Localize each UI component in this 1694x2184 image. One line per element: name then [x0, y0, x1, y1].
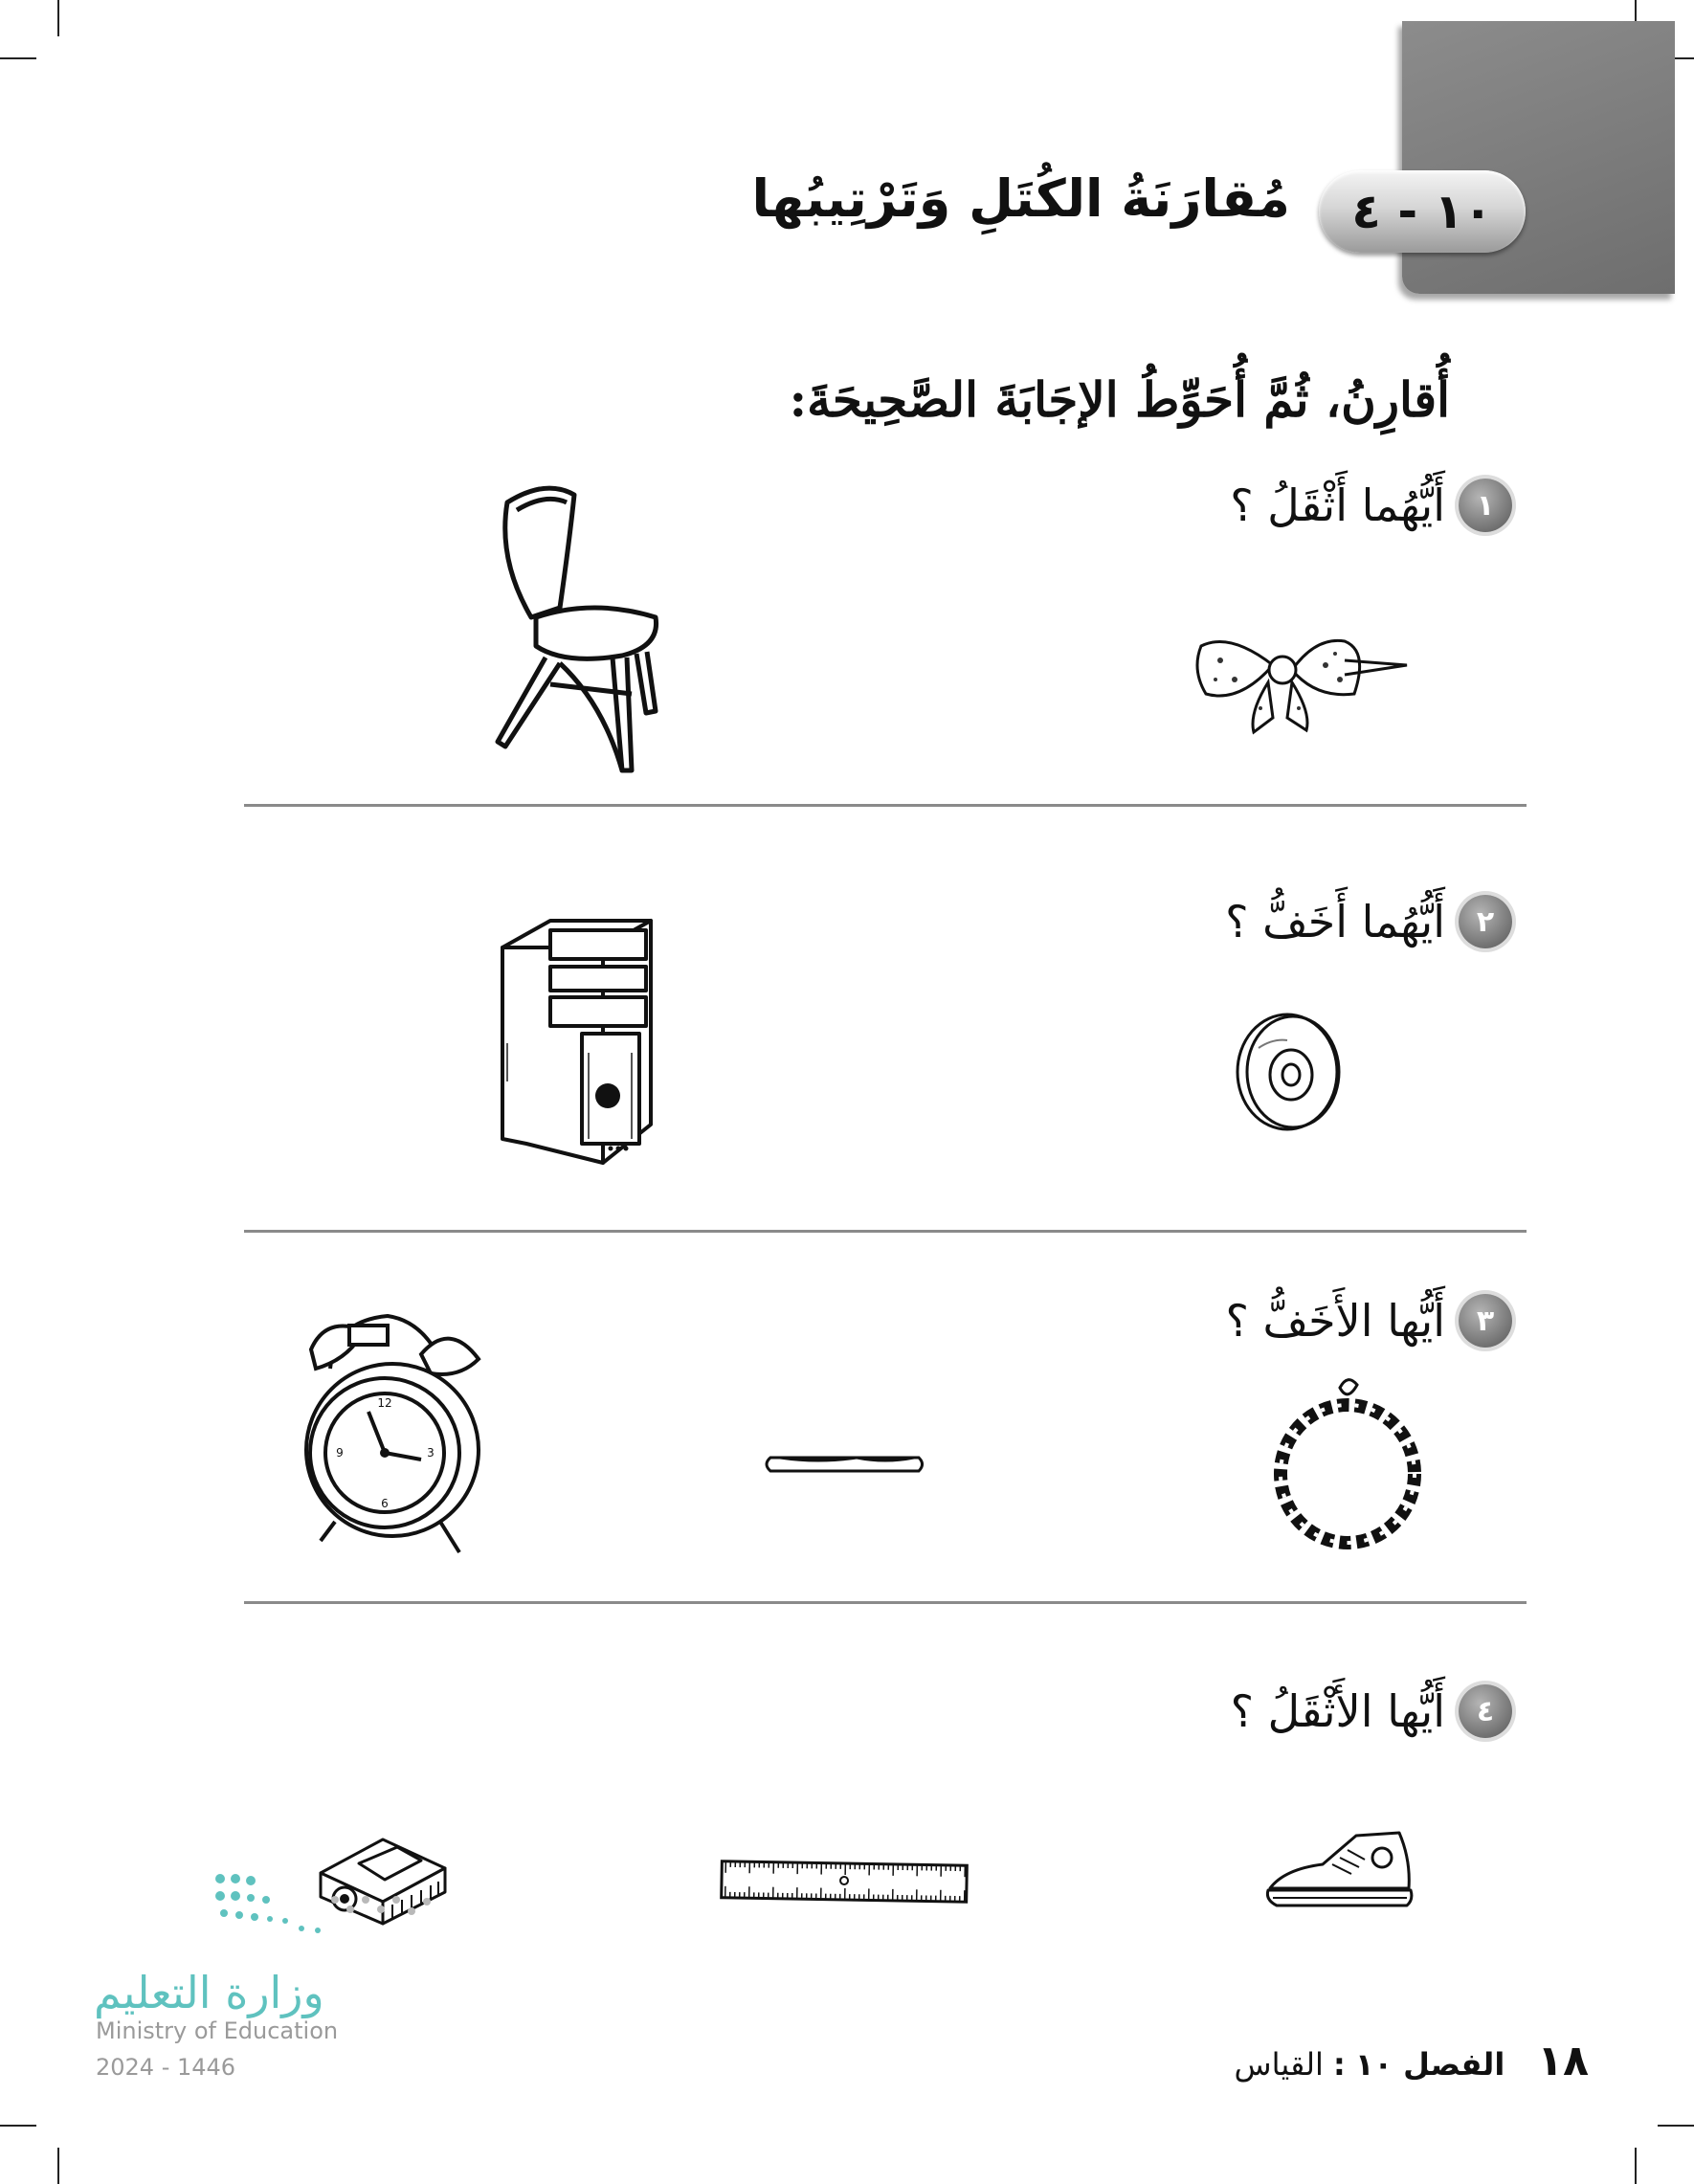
- svg-text:6: 6: [381, 1497, 389, 1510]
- question-number-badge: ١: [1459, 479, 1512, 532]
- crop-mark: [0, 2125, 36, 2127]
- ministry-year: 2024 - 1446: [96, 2054, 236, 2081]
- chapter-separator: :: [1333, 2046, 1346, 2083]
- question-number-badge: ٤: [1459, 1684, 1512, 1738]
- bracelet-image[interactable]: [1263, 1373, 1431, 1560]
- question-4: [1231, 1684, 1512, 1738]
- question-divider: [244, 1230, 1527, 1233]
- ministry-name-en: Ministry of Education: [96, 2017, 339, 2044]
- question-divider: [244, 804, 1527, 807]
- crop-mark: [57, 2148, 59, 2184]
- crop-mark: [1635, 2148, 1637, 2184]
- chapter-label: الفصل ١٠: [1354, 2046, 1505, 2083]
- svg-text:9: 9: [336, 1446, 344, 1460]
- alarm-clock-image[interactable]: [297, 1302, 488, 1570]
- ministry-name-ar: وزارة التعليم: [94, 1967, 324, 2018]
- crop-mark: [57, 0, 59, 36]
- question-1: [1230, 479, 1512, 532]
- lesson-title: مُقارَنَةُ الكُتَلِ وَتَرْتِيبُها: [751, 168, 1290, 229]
- question-text: أَيُّها الأَخَفُّ ؟: [1225, 1295, 1445, 1347]
- question-number-badge: ٢: [1459, 895, 1512, 948]
- compact-disc-image[interactable]: [1230, 1010, 1345, 1134]
- bow-hair-clip-image[interactable]: [1192, 627, 1412, 737]
- chapter-name: القياس: [1234, 2046, 1324, 2083]
- svg-text:3: 3: [427, 1446, 435, 1460]
- chair-image[interactable]: [479, 483, 670, 780]
- svg-text:12: 12: [377, 1396, 392, 1410]
- question-number-badge: ٣: [1459, 1294, 1512, 1348]
- bobby-pin-image[interactable]: [761, 1450, 928, 1479]
- ministry-logo-dots: [211, 1871, 450, 1938]
- question-2: [1225, 895, 1512, 948]
- page-number: ١٨: [1537, 2037, 1589, 2085]
- question-text: أَيُّهُما أَخَفُّ ؟: [1225, 896, 1445, 947]
- ruler-image[interactable]: [720, 1860, 970, 1905]
- question-text: أَيُّها الأَثْقَلُ ؟: [1230, 1685, 1445, 1737]
- header-gray-tab: [1402, 21, 1675, 294]
- page-footer: [1235, 2037, 1589, 2085]
- instruction-text: أُقارِنُ، ثُمَّ أُحَوِّطُ الإجَابَةَ الصَّحِيحَةَ:: [789, 371, 1450, 428]
- computer-tower-image[interactable]: [498, 919, 656, 1168]
- question-text: أَيُّهُما أَثْقَلُ ؟: [1230, 479, 1445, 531]
- lesson-number-badge: ١٠ - ٤: [1319, 170, 1526, 253]
- question-divider: [244, 1601, 1527, 1604]
- sneaker-image[interactable]: [1265, 1831, 1418, 1912]
- question-3: [1225, 1294, 1512, 1348]
- chapter-reference: [1235, 2046, 1505, 2083]
- crop-mark: [1658, 2125, 1694, 2127]
- crop-mark: [0, 57, 36, 59]
